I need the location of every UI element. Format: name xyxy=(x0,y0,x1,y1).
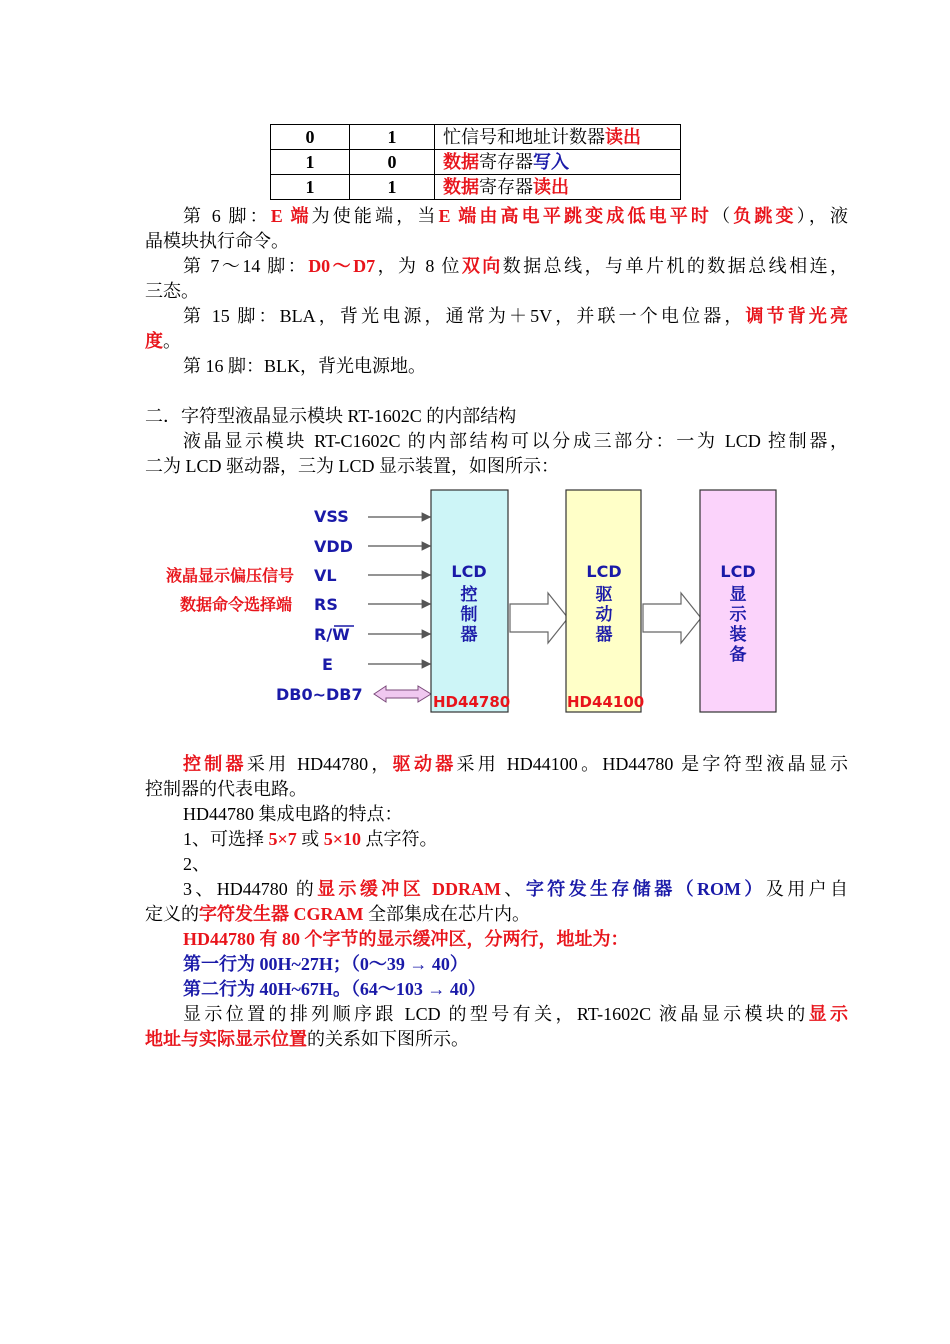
signal-vss: VSS xyxy=(314,507,349,526)
driver-char: 动 xyxy=(595,605,613,625)
controller-title: LCD xyxy=(451,562,487,581)
driver-char: 驱 xyxy=(595,585,613,605)
table-cell: 数据寄存器读出 xyxy=(435,175,681,200)
signal-vdd: VDD xyxy=(314,537,353,556)
controller-char: 器 xyxy=(460,625,478,645)
controller-char: 控 xyxy=(460,585,478,605)
table-cell: 1 xyxy=(271,150,350,175)
ddram-line-3: 第二行为 40H~67H。（64～103 → 40） xyxy=(183,979,486,999)
signal-db: DB0~DB7 xyxy=(276,685,363,704)
ddram-line-1: HD44780 有 80 个字节的显示缓冲区，分两行，地址为： xyxy=(183,929,629,949)
table-cell: 忙信号和地址计数器读出 xyxy=(435,125,681,150)
feature-3-cont: 定义的字符发生器 CGRAM 全部集成在芯片内。 xyxy=(145,904,530,924)
data-bus-arrow xyxy=(374,686,431,702)
flow-arrow-2 xyxy=(643,593,701,643)
driver-chip-label: HD44100 xyxy=(567,693,645,711)
driver-title: LCD xyxy=(586,562,622,581)
pin7-line: 第 7～14 脚：D0～D7，为 8 位双向数据总线，与单片机的数据总线相连， xyxy=(183,256,849,276)
ctrl-cont: 控制器的代表电路。 xyxy=(145,779,307,799)
signal-rs: RS xyxy=(314,595,338,614)
table-cell: 0 xyxy=(350,150,435,175)
rw-table xyxy=(270,124,681,200)
feature-2: 2、 xyxy=(183,854,210,874)
table-cell: 数据寄存器写入 xyxy=(435,150,681,175)
features-title: HD44780 集成电路的特点： xyxy=(183,804,403,824)
display-title: LCD xyxy=(720,562,756,581)
display-char: 备 xyxy=(729,645,747,665)
label-rs: 数据命令选择端 xyxy=(180,595,293,614)
pin6-cont: 晶模块执行命令。 xyxy=(145,231,289,251)
controller-char: 制 xyxy=(460,605,478,625)
table-cell: 1 xyxy=(350,125,435,150)
last-cont: 地址与实际显示位置的关系如下图所示。 xyxy=(145,1029,469,1049)
table-row xyxy=(271,150,681,175)
section2-p2: 二为 LCD 驱动器，三为 LCD 显示装置，如图所示： xyxy=(145,456,559,476)
ddram-line-2: 第一行为 00H~27H；（0～39 → 40） xyxy=(183,954,468,974)
feature-1: 1、可选择 5×7 或 5×10 点字符。 xyxy=(183,829,438,849)
table-cell: 0 xyxy=(271,125,350,150)
display-char: 显 xyxy=(729,585,747,605)
pin6-line: 第 6 脚：E 端为使能端，当E 端由高电平跳变成低电平时（负跳变），液 xyxy=(183,206,849,226)
label-vl: 液晶显示偏压信号 xyxy=(166,566,295,585)
table-row xyxy=(271,125,681,150)
table-cell: 1 xyxy=(271,175,350,200)
table-cell: 1 xyxy=(350,175,435,200)
signal-vl: VL xyxy=(314,566,337,585)
ctrl-line: 控制器采用 HD44780，驱动器采用 HD44100。HD44780 是字符型液晶显示 xyxy=(183,754,849,774)
display-char: 装 xyxy=(729,625,747,645)
pin15-cont: 度。 xyxy=(145,331,181,351)
pin15-line: 第 15 脚：BLA，背光电源，通常为＋5V，并联一个电位器，调节背光亮 xyxy=(183,306,849,326)
signal-e: E xyxy=(322,655,333,674)
last-line: 显示位置的排列顺序跟 LCD 的型号有关，RT-1602C 液晶显示模块的显示 xyxy=(183,1004,849,1024)
pin16-line: 第 16 脚：BLK，背光电源地。 xyxy=(183,356,426,376)
section2-title: 二．字符型液晶显示模块 RT-1602C 的内部结构 xyxy=(145,406,517,426)
flow-arrow-1 xyxy=(510,593,568,643)
driver-char: 器 xyxy=(595,625,613,645)
section2-p1: 液晶显示模块 RT-C1602C 的内部结构可以分成三部分：一为 LCD 控制器， xyxy=(183,431,848,451)
signal-rw: R/W xyxy=(314,625,350,644)
controller-chip-label: HD44780 xyxy=(433,693,511,711)
lcd-block-diagram xyxy=(150,482,790,717)
table-row xyxy=(271,175,681,200)
display-char: 示 xyxy=(729,605,747,625)
pin7-cont: 三态。 xyxy=(145,281,199,301)
feature-3: 3、HD44780 的显示缓冲区 DDRAM、字符发生存储器（ROM）及用户自 xyxy=(183,879,849,899)
